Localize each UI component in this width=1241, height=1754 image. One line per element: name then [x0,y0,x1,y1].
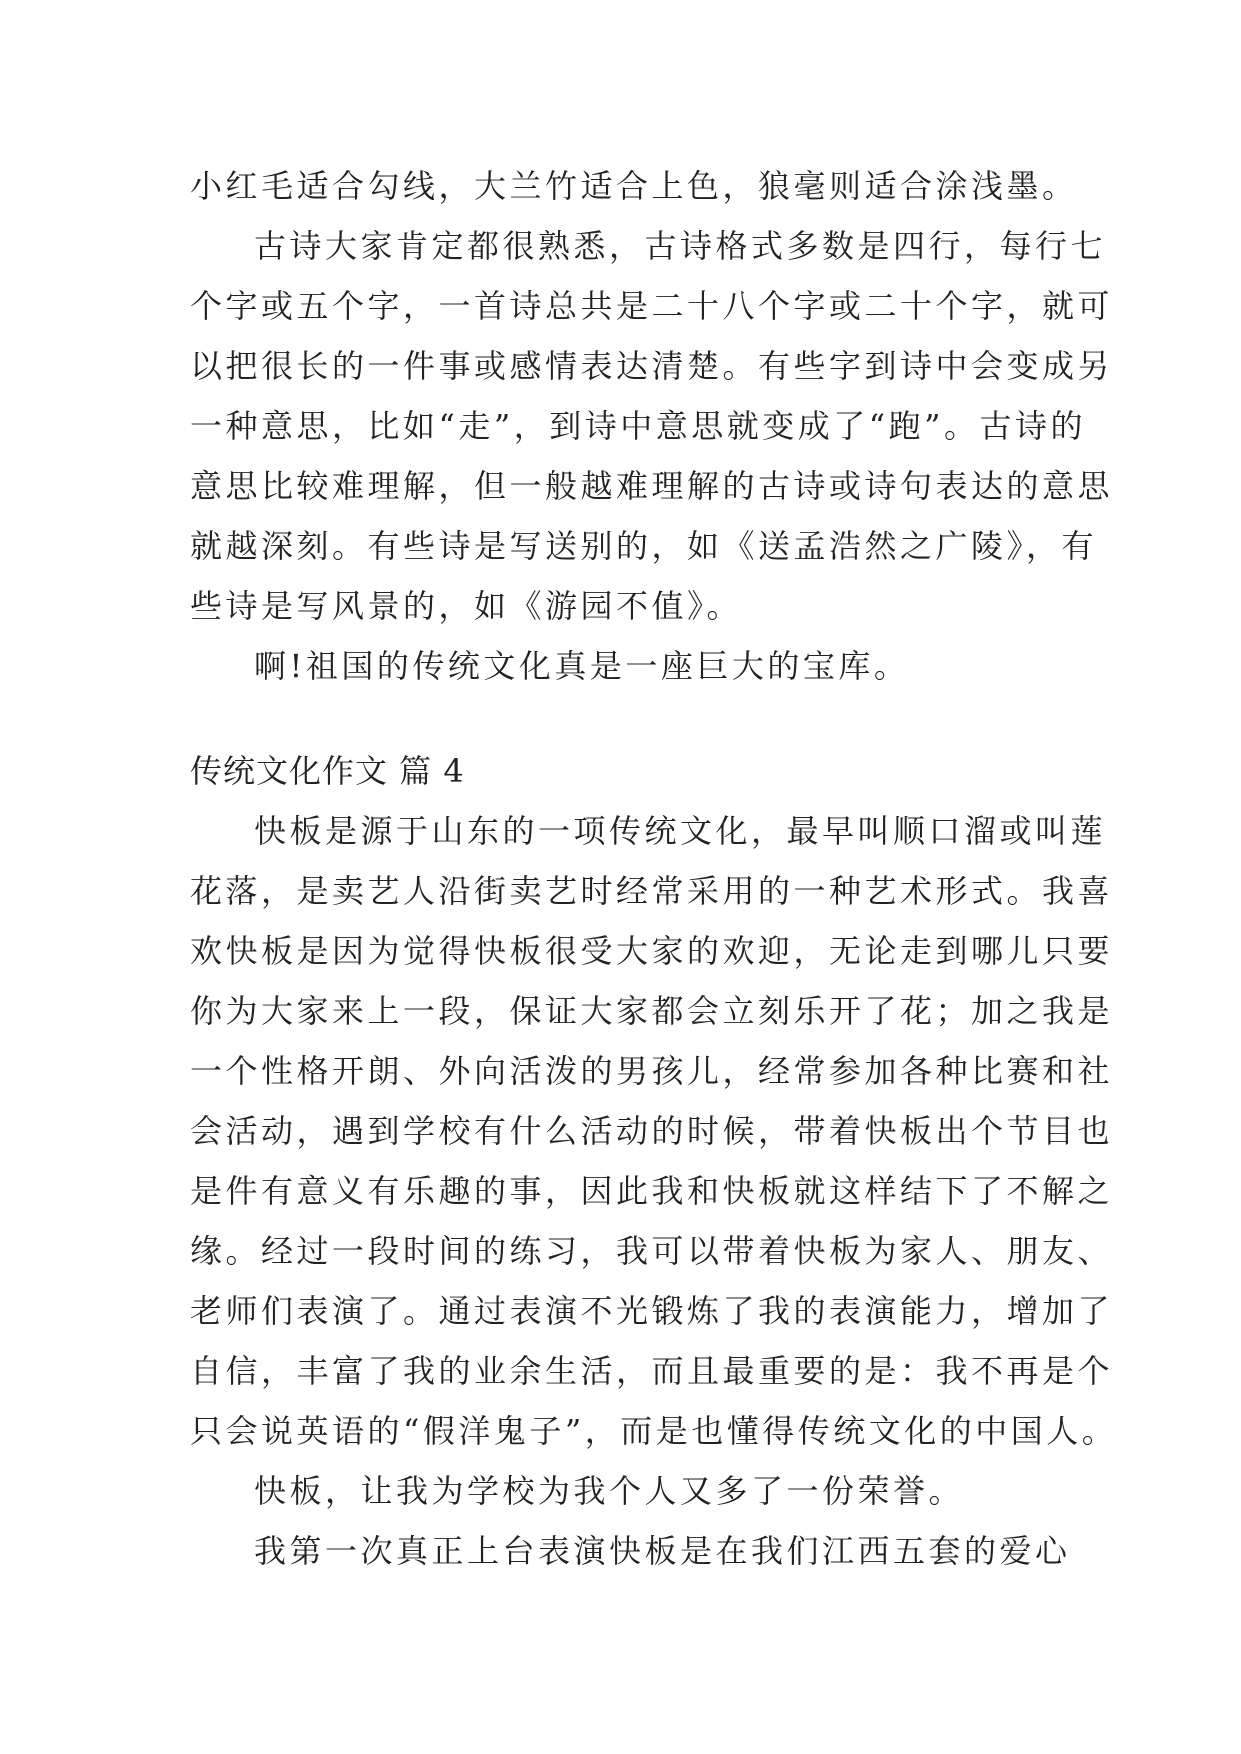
text-line: 你为大家来上一段，保证大家都会立刻乐开了花；加之我是 [190,992,1114,1030]
text-line: 自信，丰富了我的业余生活，而且最重要的是：我不再是个 [190,1352,1114,1390]
text-line: 只会说英语的“假洋鬼子”，而是也懂得传统文化的中国人。 [190,1412,1118,1450]
text-line: 一种意思，比如“走”，到诗中意思就变成了“跑”。古诗的 [190,407,1086,445]
text-line: 老师们表演了。通过表演不光锻炼了我的表演能力，增加了 [190,1292,1114,1330]
text-line: 欢快板是因为觉得快板很受大家的欢迎，无论走到哪儿只要 [190,932,1114,970]
text-line: 会活动，遇到学校有什么活动的时候，带着快板出个节目也 [190,1112,1114,1150]
paragraph-first-line: 快板是源于山东的一项传统文化，最早叫顺口溜或叫莲 [254,812,1107,850]
text-line: 缘。经过一段时间的练习，我可以带着快板为家人、朋友、 [190,1232,1114,1270]
paragraph-first-line: 我第一次真正上台表演快板是在我们江西五套的爱心 [254,1532,1071,1570]
section-heading: 传统文化作文 篇 4 [190,752,465,790]
paragraph-first-line: 古诗大家肯定都很熟悉，古诗格式多数是四行，每行七 [254,227,1107,265]
text-line: 意思比较难理解，但一般越难理解的古诗或诗句表达的意思 [190,467,1114,505]
text-line: 花落，是卖艺人沿街卖艺时经常采用的一种艺术形式。我喜 [190,872,1114,910]
text-line: 一个性格开朗、外向活泼的男孩儿，经常参加各种比赛和社 [190,1052,1114,1090]
paragraph-first-line: 啊!祖国的传统文化真是一座巨大的宝库。 [254,647,910,685]
text-line: 就越深刻。有些诗是写送别的，如《送孟浩然之广陵》，有 [190,527,1098,565]
text-line: 个字或五个字，一首诗总共是二十八个字或二十个字，就可 [190,287,1114,325]
paragraph-first-line: 快板，让我为学校为我个人又多了一份荣誉。 [254,1472,965,1510]
text-line: 小红毛适合勾线，大兰竹适合上色，狼毫则适合涂浅墨。 [190,167,1078,205]
text-line: 是件有意义有乐趣的事，因此我和快板就这样结下了不解之 [190,1172,1114,1210]
text-line: 以把很长的一件事或感情表达清楚。有些字到诗中会变成另 [190,347,1114,385]
text-line: 些诗是写风景的，如《游园不值》。 [190,587,743,625]
